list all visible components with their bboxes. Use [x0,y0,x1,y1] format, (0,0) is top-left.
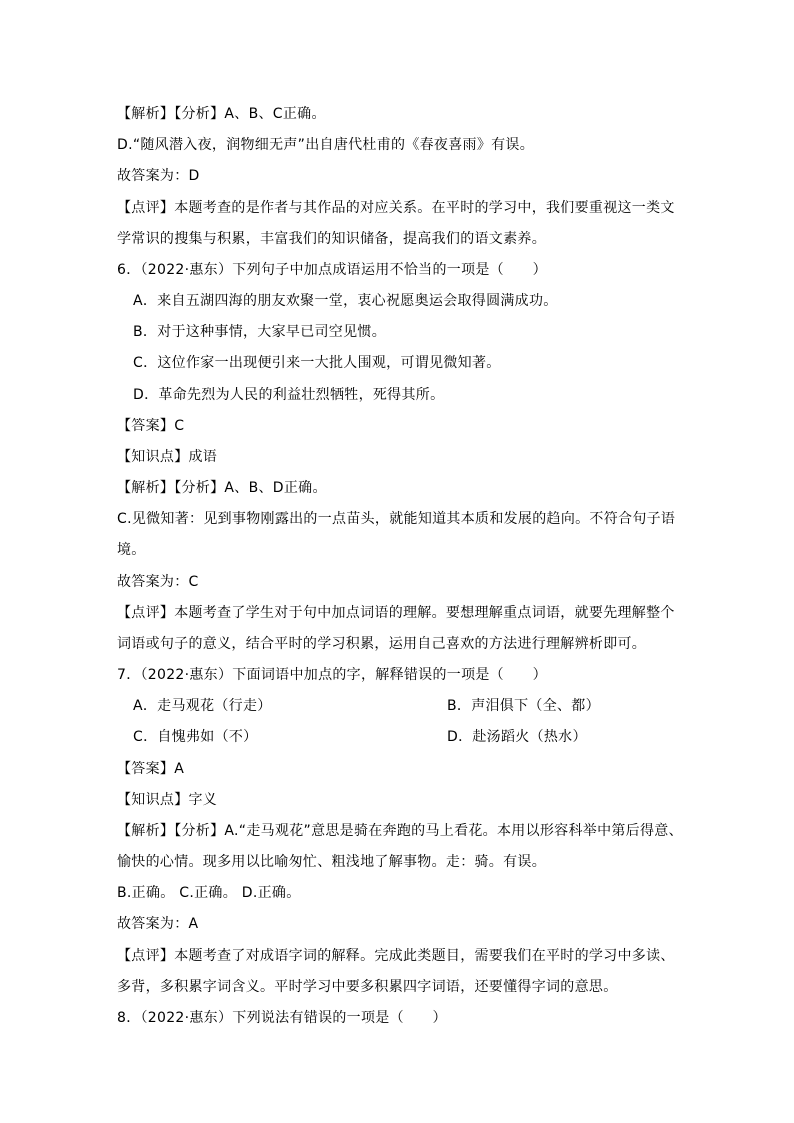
q7-analysis-line-2: 愉快的心情。现多用以比喻匆忙、粗浅地了解事物。走：骑。有误。 [117,854,546,870]
q6-answer: 【答案】C [117,418,185,434]
q7-option-c: C．自愧弗如（不） [133,729,258,745]
q6-c-note-2: 境。 [117,542,146,558]
q7-option-b: B．声泪俱下（全、都） [447,698,600,714]
q7-knowledge: 【知识点】字义 [117,792,218,808]
q5-answer-line: 故答案为：D [117,168,200,184]
q5-review-line-2: 学常识的搜集与积累，丰富我们的知识储备，提高我们的语文素养。 [117,231,546,247]
q7-option-d: D．赴汤蹈火（热水） [447,729,587,745]
q6-option-c: C．这位作家一出现便引来一大批人围观，可谓见微知著。 [133,355,501,371]
q6-answer-line: 故答案为：C [117,574,199,590]
q7-review-line-2: 多背，多积累字词含义。平时学习中要多积累四字词语，还要懂得字词的意思。 [117,979,618,995]
q6-review-line-2: 词语或句子的意义，结合平时的学习积累，运用自己喜欢的方法进行理解辨析即可。 [117,636,647,652]
q6-analysis: 【解析】【分析】A、B、D正确。 [117,480,327,496]
q7-others: B.正确。 C.正确。 D.正确。 [117,885,301,901]
q6-stem: 6．（2022·惠东）下列句子中加点成语运用不恰当的一项是（ ） [117,262,547,278]
q6-knowledge: 【知识点】成语 [117,449,218,465]
q6-option-a: A．来自五湖四海的朋友欢聚一堂，衷心祝愿奥运会取得圆满成功。 [133,293,558,309]
q6-review-line-1: 【点评】本题考查了学生对于句中加点词语的理解。要想理解重点词语，就要先理解整个 [117,605,675,621]
q7-review-line-1: 【点评】本题考查了对成语字词的解释。完成此类题目，需要我们在平时的学习中多读、 [117,948,675,964]
q7-option-a: A．走马观花（行走） [133,698,272,714]
q6-option-b: B．对于这种事情，大家早已司空见惯。 [133,324,387,340]
q7-answer: 【答案】A [117,761,185,777]
q5-d-note: D.“随风潜入夜，润物细无声”出自唐代杜甫的《春夜喜雨》有误。 [117,137,535,153]
q5-analysis: 【解析】【分析】A、B、C正确。 [117,106,326,122]
q8-stem: 8．（2022·惠东）下列说法有错误的一项是（ ） [117,1010,447,1026]
q7-stem: 7．（2022·惠东）下面词语中加点的字，解释错误的一项是（ ） [117,667,547,683]
q7-answer-line: 故答案为：A [117,916,199,932]
q6-c-note-1: C.见微知著：见到事物刚露出的一点苗头，就能知道其本质和发展的趋向。不符合句子语 [117,511,676,527]
q7-analysis-line-1: 【解析】【分析】A.“走马观花”意思是骑在奔跑的马上看花。本用以形容科举中第后得意、 [117,823,683,839]
q6-option-d: D．革命先烈为人民的利益壮烈牺牲，死得其所。 [133,387,445,403]
q5-review-line-1: 【点评】本题考查的是作者与其作品的对应关系。在平时的学习中，我们要重视这一类文 [117,200,675,216]
